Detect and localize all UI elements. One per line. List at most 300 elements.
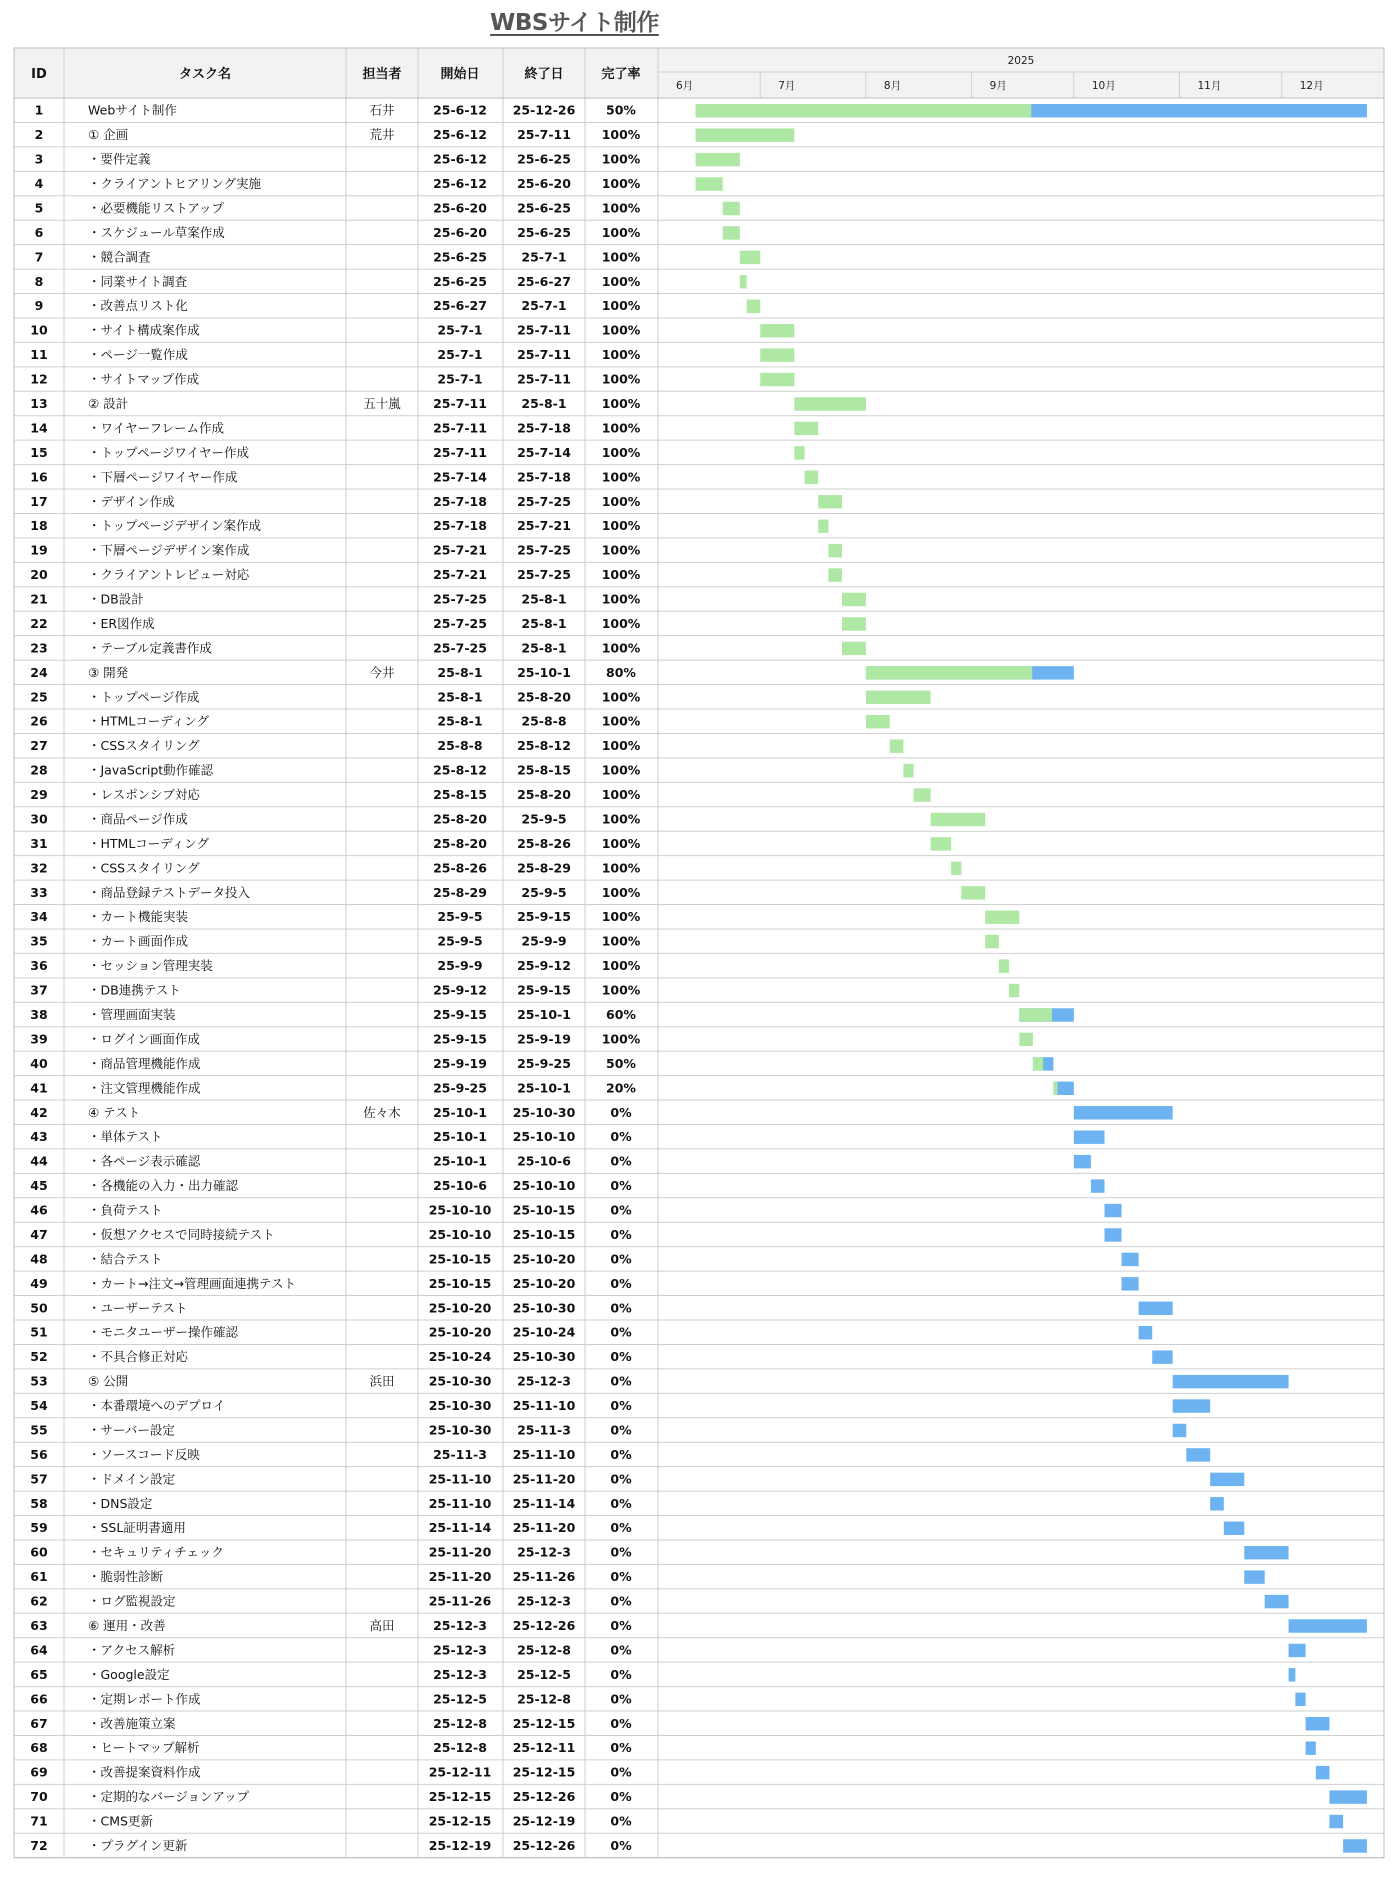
gantt-bar-remaining xyxy=(1210,1497,1224,1510)
gantt-bar-remaining xyxy=(1244,1546,1288,1559)
task-start: 25-9-9 xyxy=(437,958,483,974)
gantt-bar-remaining xyxy=(1289,1668,1296,1681)
gantt-bar-done xyxy=(794,446,804,459)
task-name: ・デザイン作成 xyxy=(88,493,175,509)
task-name: ・ヒートマップ解析 xyxy=(88,1740,200,1756)
task-start: 25-12-3 xyxy=(433,1618,487,1633)
task-id: 5 xyxy=(34,200,44,216)
task-name: ① 企画 xyxy=(88,127,129,143)
task-id: 17 xyxy=(30,493,48,509)
task-id: 62 xyxy=(30,1593,48,1609)
task-start: 25-10-30 xyxy=(428,1398,492,1414)
gantt-bar-done xyxy=(695,177,722,190)
task-progress: 100% xyxy=(601,958,641,974)
task-name: ・商品登録テストデータ投入 xyxy=(88,884,251,900)
task-start: 25-12-3 xyxy=(433,1666,487,1682)
gantt-bar-done xyxy=(760,348,794,361)
task-progress: 100% xyxy=(601,176,641,192)
task-end: 25-7-11 xyxy=(517,322,571,338)
task-end: 25-12-19 xyxy=(512,1813,576,1829)
task-owner: 今井 xyxy=(369,664,395,680)
task-progress: 100% xyxy=(601,835,641,851)
task-end: 25-10-1 xyxy=(517,1007,571,1022)
task-end: 25-12-8 xyxy=(517,1642,571,1658)
gantt-bar-remaining xyxy=(1289,1644,1306,1657)
gantt-bar-done xyxy=(890,739,904,752)
task-name: ・改善施策立案 xyxy=(88,1715,176,1731)
task-name: ・ユーザーテスト xyxy=(88,1300,188,1316)
task-start: 25-11-10 xyxy=(428,1471,492,1487)
task-name: ・ER図作成 xyxy=(88,615,155,631)
gantt-bar-done xyxy=(842,617,866,630)
gantt-bar-done xyxy=(914,788,931,801)
task-start: 25-9-15 xyxy=(433,1031,487,1047)
task-id: 71 xyxy=(30,1813,48,1829)
task-progress: 100% xyxy=(601,396,641,411)
gantt-bar-done xyxy=(723,226,740,239)
task-end: 25-12-3 xyxy=(517,1544,571,1560)
task-progress: 0% xyxy=(610,1569,632,1585)
task-end: 25-9-19 xyxy=(517,1031,571,1047)
task-name: ・DB連携テスト xyxy=(88,982,181,998)
task-start: 25-10-6 xyxy=(433,1178,487,1194)
task-end: 25-6-25 xyxy=(517,224,571,240)
task-start: 25-8-1 xyxy=(437,713,483,729)
gantt-bar-done xyxy=(794,397,866,410)
month-label: 8月 xyxy=(883,80,902,92)
gantt-bar-remaining xyxy=(1173,1399,1210,1412)
task-name: Webサイト制作 xyxy=(88,102,177,118)
task-end: 25-11-14 xyxy=(512,1495,576,1511)
task-name: ・脆弱性診断 xyxy=(88,1569,164,1585)
task-id: 21 xyxy=(30,591,48,607)
task-id: 40 xyxy=(30,1055,48,1071)
year-label: 2025 xyxy=(1007,55,1035,67)
gantt-bar-done xyxy=(931,837,951,850)
gantt-bar-remaining xyxy=(1186,1448,1210,1461)
gantt-bar-remaining xyxy=(1173,1375,1289,1388)
task-start: 25-12-19 xyxy=(428,1837,492,1853)
task-id: 8 xyxy=(34,273,44,289)
gantt-bar-done xyxy=(866,691,931,704)
task-end: 25-12-11 xyxy=(512,1740,576,1756)
task-id: 2 xyxy=(34,127,44,143)
month-label: 11月 xyxy=(1197,80,1222,92)
task-end: 25-6-27 xyxy=(517,273,571,289)
task-id: 44 xyxy=(30,1153,48,1169)
task-end: 25-12-26 xyxy=(512,102,576,118)
month-label: 10月 xyxy=(1091,80,1116,92)
task-name: ・各機能の入力・出力確認 xyxy=(88,1178,239,1194)
task-end: 25-10-10 xyxy=(512,1129,576,1145)
task-start: 25-10-30 xyxy=(428,1422,492,1438)
task-name: ・結合テスト xyxy=(88,1251,163,1267)
task-id: 52 xyxy=(30,1349,48,1365)
task-end: 25-11-3 xyxy=(517,1422,571,1438)
gantt-bar-remaining xyxy=(1173,1424,1187,1437)
task-end: 25-10-30 xyxy=(512,1349,576,1365)
task-start: 25-8-20 xyxy=(433,811,487,827)
task-name: ④ テスト xyxy=(88,1104,141,1120)
task-id: 18 xyxy=(30,518,48,534)
task-end: 25-12-15 xyxy=(512,1764,576,1780)
task-end: 25-9-5 xyxy=(521,884,567,900)
task-id: 11 xyxy=(30,347,48,363)
task-name: ・競合調査 xyxy=(88,249,151,265)
task-name: ・同業サイト調査 xyxy=(88,273,188,289)
task-end: 25-9-15 xyxy=(517,909,571,925)
task-progress: 80% xyxy=(606,664,636,680)
task-end: 25-12-3 xyxy=(517,1373,571,1389)
task-name: ・単体テスト xyxy=(88,1129,163,1145)
task-owner: 五十嵐 xyxy=(363,396,401,411)
task-id: 70 xyxy=(30,1789,48,1805)
task-end: 25-6-20 xyxy=(517,176,571,192)
task-name: ・HTMLコーディング xyxy=(88,835,210,851)
task-owner: 荒井 xyxy=(369,127,395,143)
task-start: 25-6-27 xyxy=(433,298,487,314)
task-progress: 0% xyxy=(610,1520,632,1536)
task-start: 25-12-3 xyxy=(433,1642,487,1658)
task-start: 25-7-1 xyxy=(437,347,483,363)
task-end: 25-7-11 xyxy=(517,347,571,363)
task-id: 31 xyxy=(30,835,48,851)
gantt-bar-done xyxy=(695,153,739,166)
task-start: 25-11-10 xyxy=(428,1495,492,1511)
task-progress: 0% xyxy=(610,1129,632,1145)
gantt-bar-done xyxy=(866,666,1032,679)
gantt-bar-remaining xyxy=(1105,1204,1122,1217)
gantt-bar-remaining xyxy=(1074,1130,1105,1143)
task-name: ② 設計 xyxy=(88,396,129,411)
gantt-bar-remaining xyxy=(1139,1302,1173,1315)
task-end: 25-8-29 xyxy=(517,860,571,876)
task-name: ・スケジュール草案作成 xyxy=(88,224,225,240)
task-name: ・カート→注文→管理画面連携テスト xyxy=(88,1275,296,1291)
task-name: ・各ページ表示確認 xyxy=(88,1153,201,1169)
task-owner: 浜田 xyxy=(369,1373,395,1389)
task-end: 25-10-6 xyxy=(517,1153,571,1169)
task-name: ・ページ一覧作成 xyxy=(88,347,188,363)
task-name: ・下層ページデザイン案作成 xyxy=(88,542,250,558)
task-end: 25-7-18 xyxy=(517,420,571,436)
month-label: 9月 xyxy=(989,80,1007,92)
task-name: ・レスポンシブ対応 xyxy=(88,787,200,803)
gantt-bar-done xyxy=(695,104,1031,117)
task-owner: 佐々木 xyxy=(363,1104,401,1120)
month-label: 12月 xyxy=(1299,80,1324,92)
month-label: 6月 xyxy=(676,80,694,92)
task-id: 55 xyxy=(30,1422,48,1438)
task-progress: 0% xyxy=(610,1544,632,1560)
task-progress: 0% xyxy=(610,1691,632,1707)
task-progress: 0% xyxy=(610,1789,632,1805)
task-id: 16 xyxy=(30,469,48,485)
gantt-bar-remaining xyxy=(1224,1522,1244,1535)
gantt-bar-remaining xyxy=(1210,1473,1244,1486)
column-header: 開始日 xyxy=(440,67,480,82)
task-id: 41 xyxy=(30,1080,48,1096)
task-end: 25-10-10 xyxy=(512,1178,576,1194)
task-progress: 100% xyxy=(601,249,641,265)
task-id: 45 xyxy=(30,1178,48,1194)
month-label: 7月 xyxy=(778,80,796,92)
task-progress: 100% xyxy=(601,273,641,289)
task-start: 25-7-1 xyxy=(437,322,483,338)
task-end: 25-9-9 xyxy=(521,933,567,949)
gantt-bar-remaining xyxy=(1139,1326,1153,1339)
task-end: 25-10-20 xyxy=(512,1275,576,1291)
task-name: ・セッション管理実装 xyxy=(88,958,213,974)
task-start: 25-10-30 xyxy=(428,1373,492,1389)
task-name: ・サイトマップ作成 xyxy=(88,371,200,387)
gantt-bar-done xyxy=(985,935,999,948)
task-end: 25-10-15 xyxy=(512,1226,576,1242)
task-end: 25-11-20 xyxy=(512,1471,576,1487)
task-end: 25-12-26 xyxy=(512,1789,576,1805)
task-progress: 0% xyxy=(610,1202,632,1218)
task-progress: 100% xyxy=(601,811,641,827)
task-start: 25-10-1 xyxy=(433,1129,487,1145)
task-name: ・定期的なバージョンアップ xyxy=(88,1789,250,1805)
task-id: 47 xyxy=(30,1226,48,1242)
gantt-bar-done xyxy=(1009,984,1019,997)
task-id: 20 xyxy=(30,567,48,583)
task-start: 25-7-1 xyxy=(437,371,483,387)
gantt-bar-remaining xyxy=(1316,1766,1330,1779)
gantt-bar-remaining xyxy=(1091,1179,1105,1192)
gantt-bar-done xyxy=(740,251,760,264)
task-progress: 100% xyxy=(601,713,641,729)
task-start: 25-9-12 xyxy=(433,982,487,998)
task-start: 25-9-5 xyxy=(437,933,483,949)
task-start: 25-6-12 xyxy=(433,102,487,118)
task-progress: 100% xyxy=(601,884,641,900)
gantt-bar-done xyxy=(794,422,818,435)
task-end: 25-7-18 xyxy=(517,469,571,485)
task-end: 25-10-30 xyxy=(512,1104,576,1120)
task-end: 25-10-30 xyxy=(512,1300,576,1316)
task-id: 39 xyxy=(30,1031,48,1047)
task-progress: 100% xyxy=(601,322,641,338)
task-id: 65 xyxy=(30,1666,48,1682)
gantt-bar-done xyxy=(903,764,913,777)
task-progress: 100% xyxy=(601,738,641,754)
task-progress: 50% xyxy=(606,102,636,118)
task-start: 25-8-20 xyxy=(433,835,487,851)
task-progress: 100% xyxy=(601,860,641,876)
task-progress: 100% xyxy=(601,933,641,949)
gantt-bar-done xyxy=(760,373,794,386)
task-start: 25-12-15 xyxy=(428,1789,492,1805)
task-end: 25-6-25 xyxy=(517,151,571,167)
task-name: ・カート機能実装 xyxy=(88,909,189,925)
task-start: 25-10-15 xyxy=(428,1251,492,1267)
task-start: 25-10-1 xyxy=(433,1153,487,1169)
task-end: 25-8-1 xyxy=(521,640,567,656)
task-id: 34 xyxy=(30,909,48,925)
task-start: 25-8-26 xyxy=(433,860,487,876)
task-start: 25-6-20 xyxy=(433,224,487,240)
task-name: ・DB設計 xyxy=(88,591,144,607)
task-start: 25-7-18 xyxy=(433,493,487,509)
task-start: 25-9-19 xyxy=(433,1055,487,1071)
gantt-bar-done xyxy=(1053,1082,1057,1095)
task-name: ・ワイヤーフレーム作成 xyxy=(88,420,225,436)
task-id: 12 xyxy=(30,371,48,387)
task-start: 25-12-8 xyxy=(433,1715,487,1731)
gantt-bar-remaining xyxy=(1265,1595,1289,1608)
gantt-bar-remaining xyxy=(1074,1106,1173,1119)
task-progress: 0% xyxy=(610,1642,632,1658)
task-start: 25-8-8 xyxy=(437,738,483,754)
task-end: 25-8-8 xyxy=(521,713,567,729)
task-start: 25-9-15 xyxy=(433,1007,487,1022)
task-progress: 100% xyxy=(601,542,641,558)
gantt-bar-remaining xyxy=(1329,1815,1343,1828)
task-id: 67 xyxy=(30,1715,48,1731)
task-progress: 0% xyxy=(610,1740,632,1756)
gantt-bar-remaining xyxy=(1105,1228,1122,1241)
task-start: 25-8-1 xyxy=(437,664,483,680)
task-start: 25-6-12 xyxy=(433,176,487,192)
task-progress: 100% xyxy=(601,420,641,436)
task-id: 37 xyxy=(30,982,48,998)
task-id: 32 xyxy=(30,860,48,876)
task-start: 25-7-11 xyxy=(433,444,487,460)
task-end: 25-8-1 xyxy=(521,591,567,607)
task-id: 14 xyxy=(30,420,48,436)
task-id: 51 xyxy=(30,1324,48,1340)
task-end: 25-7-1 xyxy=(521,249,567,265)
gantt-bar-done xyxy=(805,471,819,484)
task-end: 25-12-5 xyxy=(517,1666,571,1682)
task-start: 25-11-20 xyxy=(428,1544,492,1560)
task-id: 50 xyxy=(30,1300,48,1316)
task-start: 25-10-15 xyxy=(428,1275,492,1291)
task-owner: 石井 xyxy=(369,102,395,118)
task-progress: 0% xyxy=(610,1618,632,1633)
task-id: 43 xyxy=(30,1129,48,1145)
task-id: 64 xyxy=(30,1642,48,1658)
task-name: ・本番環境へのデプロイ xyxy=(88,1398,226,1414)
task-progress: 100% xyxy=(601,982,641,998)
task-start: 25-7-21 xyxy=(433,542,487,558)
task-owner: 高田 xyxy=(369,1618,395,1633)
task-end: 25-12-26 xyxy=(512,1837,576,1853)
task-id: 61 xyxy=(30,1569,48,1585)
task-end: 25-8-20 xyxy=(517,787,571,803)
task-progress: 0% xyxy=(610,1593,632,1609)
column-header: ID xyxy=(31,67,47,82)
task-id: 38 xyxy=(30,1007,48,1022)
task-progress: 100% xyxy=(601,224,641,240)
task-end: 25-7-14 xyxy=(517,444,571,460)
task-progress: 100% xyxy=(601,347,641,363)
task-name: ・トップページ作成 xyxy=(88,689,200,705)
task-name: ・ソースコード反映 xyxy=(88,1446,200,1462)
task-progress: 100% xyxy=(601,298,641,314)
task-start: 25-11-14 xyxy=(428,1520,492,1536)
task-name: ・負荷テスト xyxy=(88,1202,163,1218)
task-end: 25-12-8 xyxy=(517,1691,571,1707)
task-end: 25-7-25 xyxy=(517,542,571,558)
gantt-bar-done xyxy=(866,715,890,728)
task-id: 6 xyxy=(34,224,44,240)
task-end: 25-12-26 xyxy=(512,1618,576,1633)
task-id: 42 xyxy=(30,1104,48,1120)
task-name: ・トップページワイヤー作成 xyxy=(88,444,250,460)
task-id: 15 xyxy=(30,444,48,460)
task-id: 58 xyxy=(30,1495,48,1511)
task-name: ・CMS更新 xyxy=(88,1813,153,1829)
task-progress: 100% xyxy=(601,640,641,656)
task-end: 25-6-25 xyxy=(517,200,571,216)
gantt-bar-remaining xyxy=(1244,1570,1264,1583)
task-end: 25-7-21 xyxy=(517,518,571,534)
task-progress: 0% xyxy=(610,1178,632,1194)
task-progress: 0% xyxy=(610,1422,632,1438)
task-id: 63 xyxy=(30,1618,48,1633)
task-end: 25-7-11 xyxy=(517,371,571,387)
task-end: 25-7-25 xyxy=(517,567,571,583)
task-id: 9 xyxy=(34,298,44,314)
task-end: 25-9-12 xyxy=(517,958,571,974)
table-border xyxy=(14,48,1384,1858)
gantt-bar-done xyxy=(818,495,842,508)
task-end: 25-12-3 xyxy=(517,1593,571,1609)
task-progress: 0% xyxy=(610,1226,632,1242)
task-name: ・商品管理機能作成 xyxy=(88,1055,201,1071)
task-start: 25-7-11 xyxy=(433,420,487,436)
task-end: 25-7-25 xyxy=(517,493,571,509)
task-name: ・モニタユーザー操作確認 xyxy=(88,1324,239,1340)
task-progress: 100% xyxy=(601,787,641,803)
task-start: 25-10-20 xyxy=(428,1300,492,1316)
task-start: 25-7-25 xyxy=(433,615,487,631)
task-start: 25-8-15 xyxy=(433,787,487,803)
task-end: 25-10-24 xyxy=(512,1324,576,1340)
task-start: 25-6-20 xyxy=(433,200,487,216)
task-end: 25-9-5 xyxy=(521,811,567,827)
task-id: 46 xyxy=(30,1202,48,1218)
task-name: ・注文管理機能作成 xyxy=(88,1080,201,1096)
task-start: 25-7-18 xyxy=(433,518,487,534)
task-name: ・Google設定 xyxy=(88,1666,170,1682)
task-name: ・セキュリティチェック xyxy=(88,1544,224,1560)
task-name: ・CSSスタイリング xyxy=(88,860,200,876)
task-name: ・改善提案資料作成 xyxy=(88,1764,201,1780)
task-progress: 0% xyxy=(610,1349,632,1365)
task-start: 25-7-25 xyxy=(433,591,487,607)
gantt-bar-done xyxy=(951,862,961,875)
task-start: 25-6-12 xyxy=(433,127,487,143)
gantt-bar-remaining xyxy=(1074,1155,1091,1168)
task-id: 3 xyxy=(34,151,44,167)
task-name: ⑤ 公開 xyxy=(88,1373,129,1389)
gantt-bar-done xyxy=(818,519,828,532)
task-name: ・仮想アクセスで同時接続テスト xyxy=(88,1226,275,1242)
task-progress: 100% xyxy=(601,1031,641,1047)
task-name: ・プラグイン更新 xyxy=(88,1837,188,1853)
task-name: ・クライアントヒアリング実施 xyxy=(88,176,262,192)
task-progress: 100% xyxy=(601,371,641,387)
task-progress: 100% xyxy=(601,909,641,925)
gantt-bar-done xyxy=(999,959,1009,972)
gantt-bar-done xyxy=(961,886,985,899)
task-end: 25-9-15 xyxy=(517,982,571,998)
task-end: 25-10-1 xyxy=(517,1080,571,1096)
